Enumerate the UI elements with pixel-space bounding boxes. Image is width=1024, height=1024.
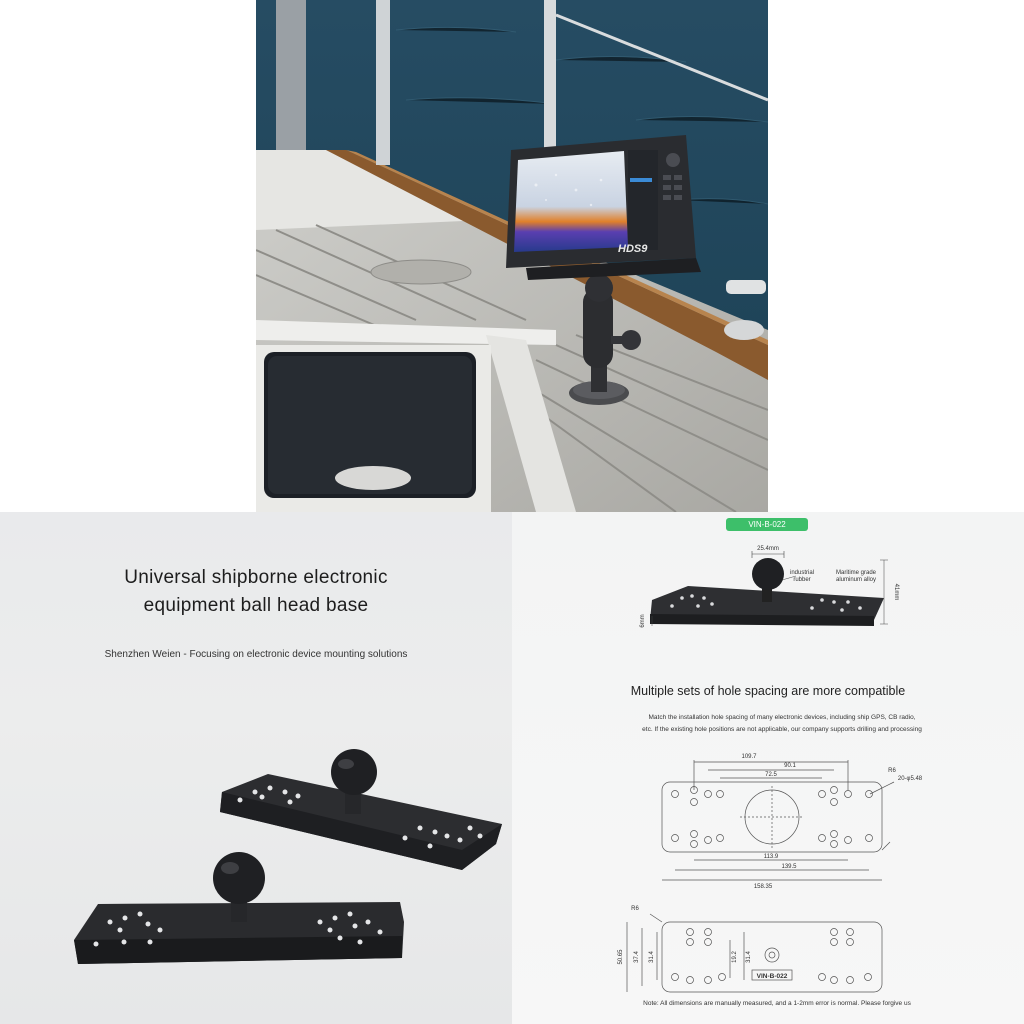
company-tagline: Shenzhen Weien - Focusing on electronic device mounting solutions — [104, 649, 408, 660]
dim-109-7: 109.7 — [741, 754, 757, 760]
measurement-note: Note: All dimensions are manually measured, and a 1-2mm error is normal. Please forgive us — [643, 1000, 911, 1007]
dim-r6-top: R6 — [888, 768, 896, 774]
dim-holes: 20-φ5.48 — [897, 776, 923, 782]
dim-19-2: 19.2 — [732, 951, 738, 963]
plate-model-label: VIN-B-022 — [756, 973, 788, 980]
dim-113-9: 113.9 — [763, 854, 779, 860]
specs-panel — [512, 512, 1024, 1024]
device-brand-label: HDS9 — [618, 243, 648, 255]
dim-r6-bottom: R6 — [631, 906, 639, 912]
dim-90-1: 90.1 — [784, 763, 796, 769]
dim-139-5: 139.5 — [781, 864, 797, 870]
dim-31-4-right: 31.4 — [746, 951, 752, 963]
rubber-label-line1: industrial — [789, 570, 815, 576]
dim-31-4-left: 31.4 — [649, 951, 655, 963]
ball-diameter-label: 25.4mm — [757, 546, 779, 552]
side-view-drawing — [512, 536, 1024, 636]
rubber-label-line2: rubber — [793, 577, 811, 583]
dim-37-4: 37.4 — [634, 951, 640, 963]
product-photo — [256, 0, 768, 512]
dim-72-5: 72.5 — [765, 772, 777, 778]
technical-drawings — [512, 742, 1024, 1002]
model-badge: VIN-B-022 — [726, 518, 808, 531]
alloy-label-line2: aluminum alloy — [835, 577, 877, 583]
product-title: Universal shipborne electronic equipment ball head base — [124, 567, 388, 616]
product-render — [0, 732, 512, 992]
height-label: 41mm — [893, 583, 899, 601]
thickness-label: 6mm — [640, 614, 646, 628]
compatibility-heading: Multiple sets of hole spacing are more compatible — [630, 684, 906, 698]
dim-158-35: 158.35 — [753, 884, 773, 890]
dim-50-65: 50.65 — [618, 949, 624, 965]
intro-panel — [0, 512, 512, 1024]
compatibility-description: Match the installation hole spacing of many electronic devices, including ship GPS, CB radio, etc. If the existing hole positions are not applicable, our company supports drilling and processing — [642, 714, 922, 733]
alloy-label-line1: Maritime grade — [835, 570, 877, 576]
